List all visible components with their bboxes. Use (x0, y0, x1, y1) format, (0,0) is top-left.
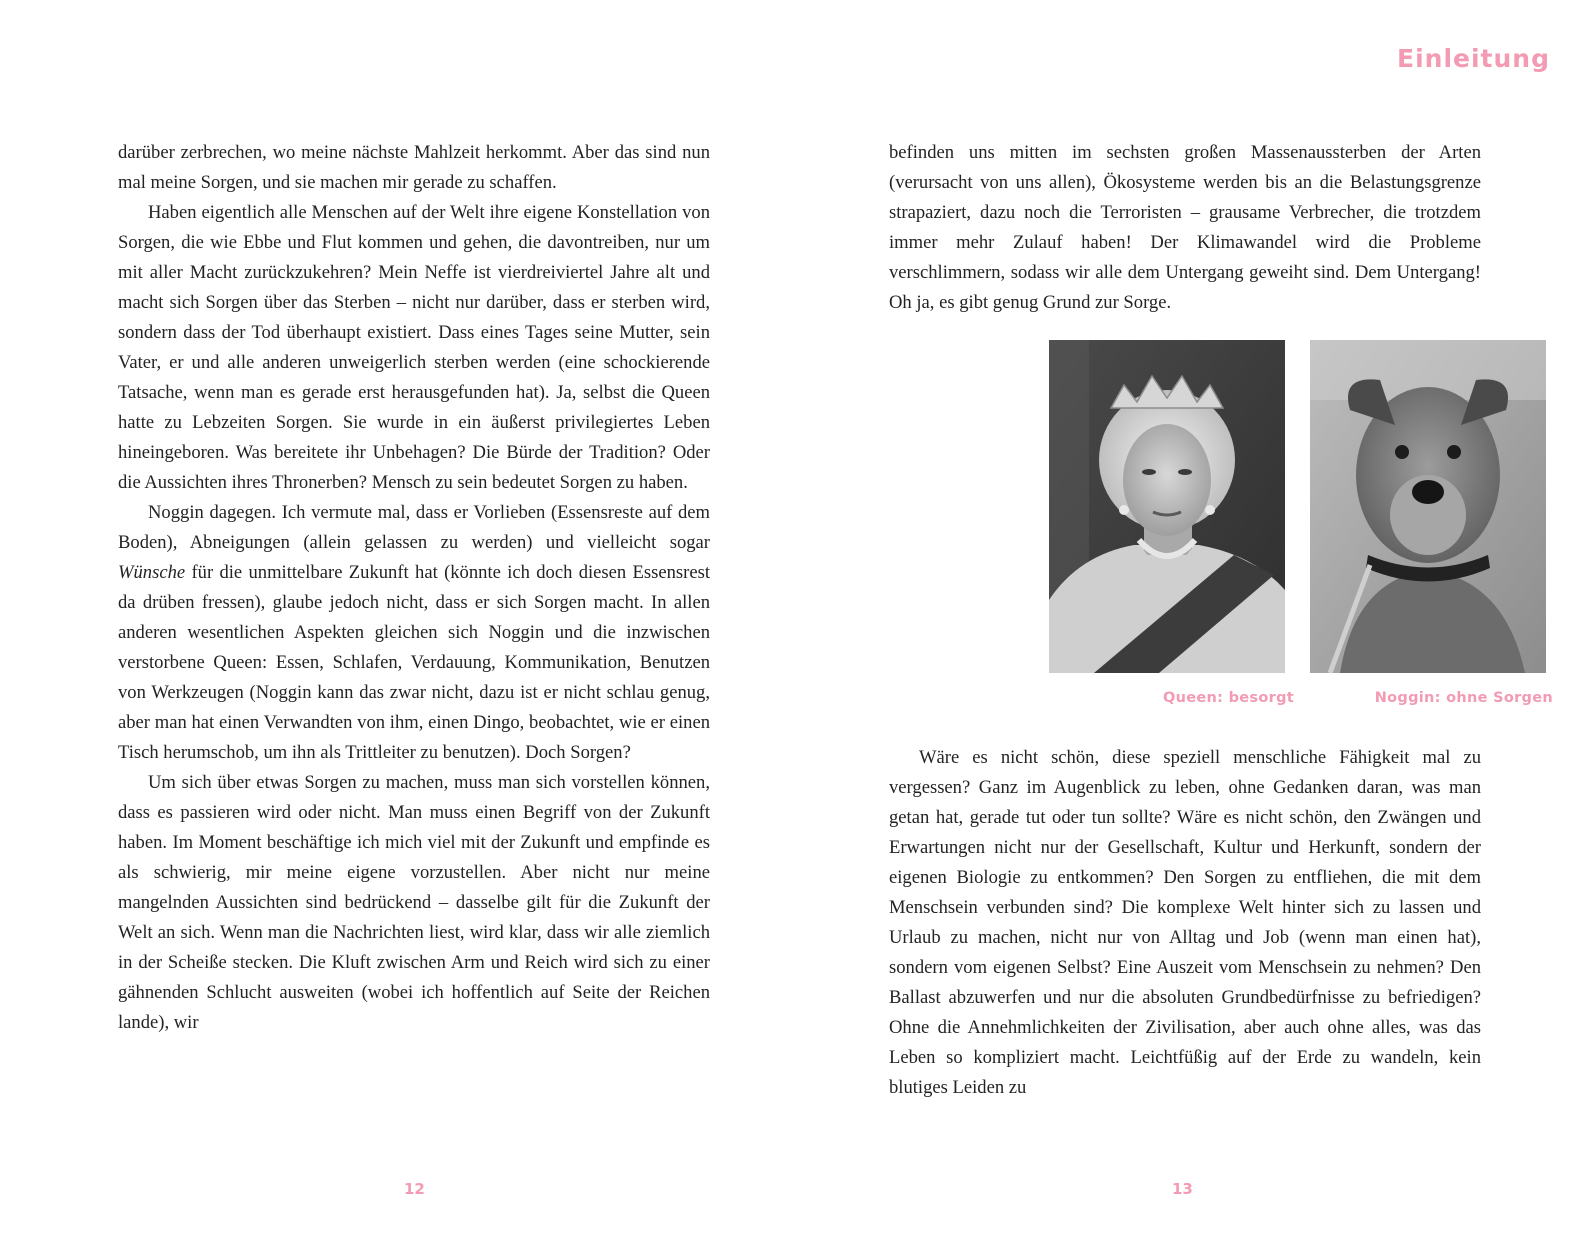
paragraph-text: Noggin dagegen. Ich vermute mal, dass er Vorlieben (Essensreste auf dem Boden), Abneigungen (allein gelassen zu werden) und vielleicht sogar (118, 502, 710, 553)
paragraph: Um sich über etwas Sorgen zu machen, muss man sich vorstellen können, dass es passieren wird oder nicht. Man muss einen Begriff von der Zukunft haben. Im Moment beschäftige ich mich viel mit der Zukunft und empfinde es als schwierig, mir meine eigene vorzustellen. Aber nicht nur meine mangelnden Aussichten sind bedrückend – dasselbe gilt für die Zukunft der Welt an sich. Wenn man die Nachrichten liest, wird klar, dass wir alle ziemlich in der Scheiße stecken. Die Kluft zwischen Arm und Reich wird sich zu einer gähnenden Schlucht ausweiten (wobei ich hoffentlich auf Seite der Reichen lande), wir (118, 772, 710, 1033)
running-title: Einleitung (1397, 44, 1550, 73)
left-body-text (118, 138, 710, 1038)
right-page (797, 0, 1594, 1240)
paragraph: Haben eigentlich alle Menschen auf der Welt ihre eigene Konstellation von Sorgen, die wie Ebbe und Flut kommen und gehen, die davontreiben, nur um mit aller Macht zurückzukehren? Mein Neffe ist vierdreiviertel Jahre alt und macht sich Sorgen über das Sterben – nicht nur darüber, dass er sterben wird, sondern dass der Tod überhaupt existiert. Dass eines Tages seine Mutter, sein Vater, er und alle anderen unweigerlich sterben werden (eine schockierende Tatsache, wenn man es gerade erst herausgefunden hat). Ja, selbst die Queen hatte zu Lebzeiten Sorgen. Sie wurde in ein äußerst privilegiertes Leben hineingeboren. Was bereitete ihr Unbehagen? Die Bürde der Tradition? Oder die Aussichten ihres Thronerben? Mensch zu sein bedeutet Sorgen zu haben. (118, 202, 710, 493)
dog-photo (1310, 340, 1546, 673)
page-number: 12 (404, 1180, 425, 1198)
right-body-text-bottom (889, 743, 1481, 1103)
paragraph: Wäre es nicht schön, diese speziell menschliche Fähigkeit mal zu vergessen? Ganz im Augenblick zu leben, ohne Gedanken daran, was man getan hat, gerade tut oder tun sollte? Wäre es nicht schön, den Zwängen und Erwartungen nicht nur der Gesellschaft, Kultur und Herkunft, sondern der eigenen Biologie zu entkommen? Den Sorgen zu entfliehen, die mit dem Menschsein verbunden sind? Die komplexe Welt hinter sich zu lassen und Urlaub zu machen, nicht nur von Alltag und Job (wenn man einen hat), sondern vom eigenen Selbst? Eine Auszeit vom Menschsein zu nehmen? Den Ballast abzuwerfen und nur die absoluten Grundbedürfnisse zu befriedigen? Ohne die Annehmlichkeiten der Zivilisation, aber auch ohne alles, was das Leben so kompliziert macht. Leichtfüßig auf der Erde zu wandeln, kein blutiges Leiden zu (889, 747, 1481, 1098)
paragraph (118, 498, 710, 768)
dog-caption: Noggin: ohne Sorgen (1374, 690, 1553, 706)
page-number: 13 (1172, 1180, 1193, 1198)
paragraph-text: für die unmittelbare Zukunft hat (könnte ich doch diesen Essensrest da drüben fressen), glaube jedoch nicht, dass er sich Sorgen macht. In allen anderen wesentlichen Aspekten gleichen sich Noggin und die inzwischen verstorbene Queen: Essen, Schlafen, Verdauung, Kommunikation, Benutzen von Werkzeugen (Noggin kann das zwar nicht, dazu ist er nicht schlau genug, aber man hat einen Verwandten von ihm, einen Dingo, beobachtet, wie er einen Tisch herumschob, um ihn als Trittleiter zu benutzen). Doch Sorgen? (118, 562, 710, 763)
right-body-text-top (889, 138, 1481, 318)
paragraph: darüber zerbrechen, wo meine nächste Mahlzeit herkommt. Aber das sind nun mal meine Sorgen, und sie machen mir gerade zu schaffen. (118, 142, 710, 193)
emphasis-text: Wünsche (118, 562, 186, 583)
paragraph: befinden uns mitten im sechsten großen Massenaussterben der Arten (verursacht von uns allen), Ökosysteme werden bis an die Belastungsgrenze strapaziert, dazu noch die Terroristen – grausame Verbrecher, die trotzdem immer mehr Zulauf haben! Der Klimawandel wird die Probleme verschlimmern, sodass wir alle dem Untergang geweiht sind. Dem Untergang! Oh ja, es gibt genug Grund zur Sorge. (889, 142, 1481, 313)
queen-caption: Queen: besorgt (1163, 690, 1294, 706)
queen-photo (1049, 340, 1285, 673)
